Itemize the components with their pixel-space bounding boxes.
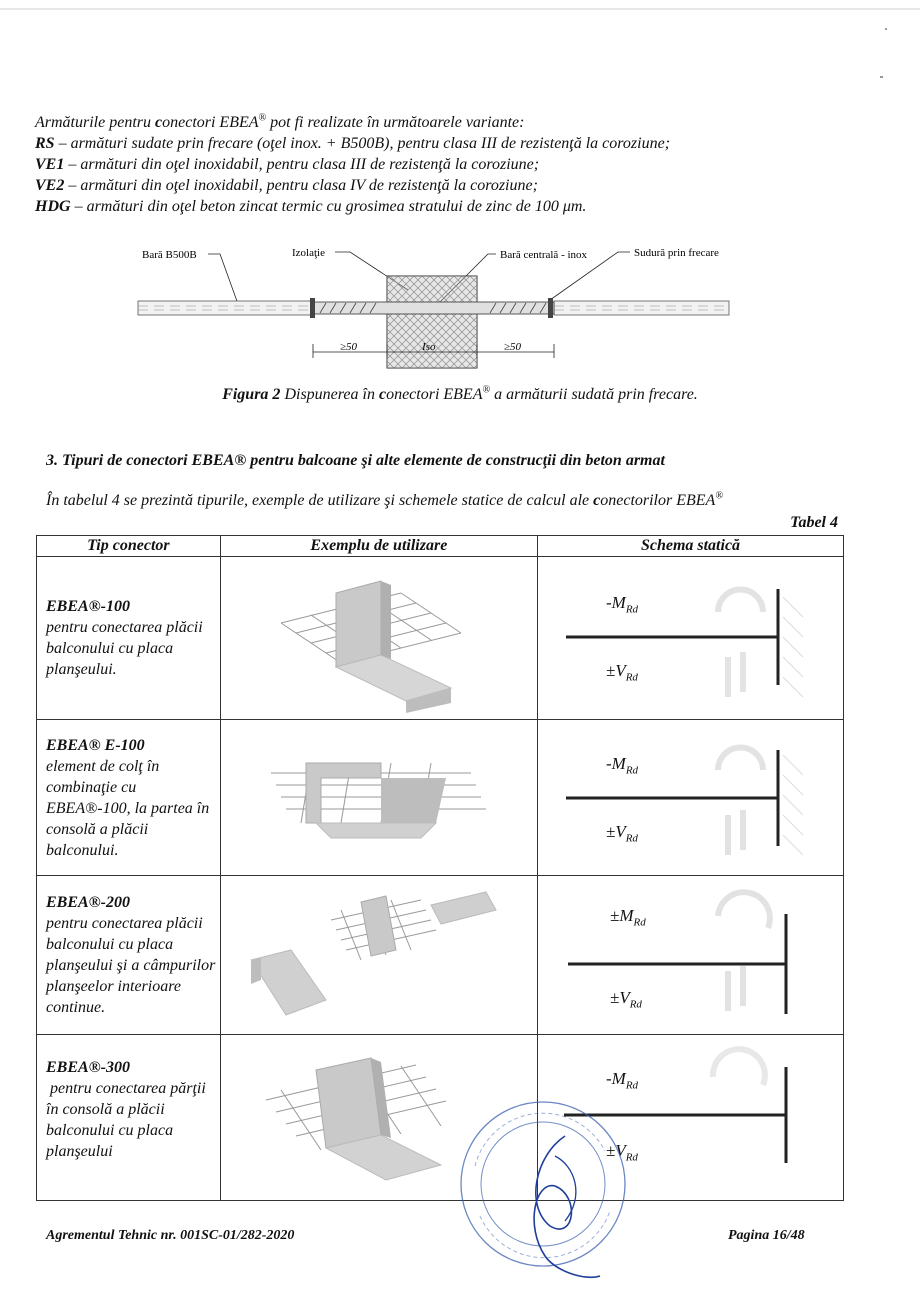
shear-label: $\pm V_{Rd}$ (605, 822, 638, 845)
header-exemplu: Exemplu de utilizare (220, 536, 537, 557)
figure-caption: Figura 2 Dispunerea în conectori EBEA® a armăturii sudată prin frecare. (222, 384, 698, 403)
official-stamp-with-signature (455, 1096, 645, 1286)
intro-paragraph (35, 112, 895, 217)
table-row (37, 557, 844, 720)
right-rebar-b500b (554, 301, 729, 315)
static-scheme (537, 720, 843, 876)
intro-line-rs: RS – armături sudate prin frecare (oţel inox. + B500B), pentru clasa III de rezistenţă la coroziune; (35, 135, 671, 152)
left-rebar-b500b (138, 301, 313, 315)
connector-desc: pentru conectarea plăcii balconului cu placa planşeului şi a câmpurilor planşeelor interioare continue. (46, 915, 216, 1016)
weld-left (310, 298, 315, 318)
dim-left: ≥50 (340, 341, 358, 353)
table-row (37, 720, 844, 876)
ebea-e100-render (221, 733, 521, 863)
scheme-2 (538, 720, 843, 875)
ebea-200-render (221, 880, 531, 1030)
connector-desc: element de colţ în combinaţie cu EBEA®-100, la partea în consolă a plăcii balconului. (46, 757, 210, 859)
footer-agrement-number: Agrementul Tehnic nr. 001SC-01/282-2020 (46, 1228, 295, 1243)
dim-right: ≥50 (504, 341, 522, 353)
connector-table (36, 535, 844, 1201)
insulation-fill (387, 276, 477, 368)
label-b500b: Bară B500B (142, 249, 197, 261)
weld-right (548, 298, 553, 318)
table-label: Tabel 4 (790, 514, 838, 531)
top-scan-line (0, 8, 920, 10)
usage-example-image (220, 876, 537, 1035)
table-row (37, 876, 844, 1035)
leader-b500b (208, 254, 238, 304)
connector-description (37, 876, 221, 1035)
label-sudura: Sudură prin frecare (634, 247, 719, 259)
static-scheme (537, 557, 843, 720)
scan-speck-1 (885, 28, 887, 30)
intro-line-ve2: VE2 – armături din oţel inoxidabil, pentru clasa IV de rezistenţă la coroziune; (35, 177, 538, 194)
scan-speck-2 (880, 76, 883, 78)
connector-desc: pentru conectarea părţii în consolă a plăcii balconului cu placa planşeului (46, 1080, 210, 1160)
moment-label: $\pm M_{Rd}$ (609, 906, 646, 929)
figure-2-welded-rebar (130, 240, 750, 370)
moment-label: $-M_{Rd}$ (605, 754, 639, 777)
static-scheme (537, 876, 843, 1035)
scheme-1-lines (538, 557, 843, 719)
connector-description (37, 557, 221, 720)
scheme-1 (538, 557, 843, 719)
label-bara-centrala: Bară centrală - inox (500, 249, 588, 261)
label-izolatie: Izolaţie (292, 247, 325, 259)
moment-label: $-M_{Rd}$ (605, 593, 639, 616)
header-schema: Schema statică (537, 536, 843, 557)
intro-line-1: Armăturile pentru conectori EBEA® pot fi realizate în următoarele variante: (35, 112, 525, 131)
intro-line-ve1: VE1 – armături din oţel inoxidabil, pentru clasa III de rezistenţă la coroziune; (35, 156, 540, 173)
connector-description (37, 1035, 221, 1201)
footer-page-number: Pagina 16/48 (728, 1228, 805, 1243)
connector-name: EBEA®-100 (46, 598, 130, 615)
scheme-3-lines (538, 876, 843, 1034)
connector-name: EBEA®-300 (46, 1059, 130, 1076)
connector-description (37, 720, 221, 876)
intro-line-hdg: HDG – armături din oţel beton zincat termic cu grosimea stratului de zinc de 100 μm. (35, 198, 587, 215)
scheme-2-lines (538, 720, 843, 875)
central-stainless-bar (313, 302, 554, 314)
shear-label: $\pm V_{Rd}$ (605, 661, 638, 684)
shear-label: $\pm V_{Rd}$ (605, 1141, 638, 1164)
ebea-100-render (221, 563, 521, 713)
dim-iso: Iso (422, 341, 436, 353)
table-intro: În tabelul 4 se prezintă tipurile, exemple de utilizare şi schemele statice de calcul ale conectorilor EBEA® (46, 490, 723, 509)
scheme-3 (538, 876, 843, 1034)
usage-example-image (220, 557, 537, 720)
moment-label: $-M_{Rd}$ (605, 1069, 639, 1092)
shear-label: $\pm V_{Rd}$ (609, 988, 642, 1011)
section-title: 3. Tipuri de conectori EBEA® pentru balcoane şi alte elemente de construcţii din beton armat (46, 452, 665, 469)
table-row (37, 1035, 844, 1201)
connector-desc: pentru conectarea plăcii balconului cu placa planşeului. (46, 619, 203, 678)
header-tip-conector: Tip conector (37, 536, 221, 557)
usage-example-image (220, 720, 537, 876)
connector-name: EBEA®-200 (46, 894, 130, 911)
connector-name: EBEA® E-100 (46, 736, 145, 754)
table-header-row (37, 536, 844, 557)
